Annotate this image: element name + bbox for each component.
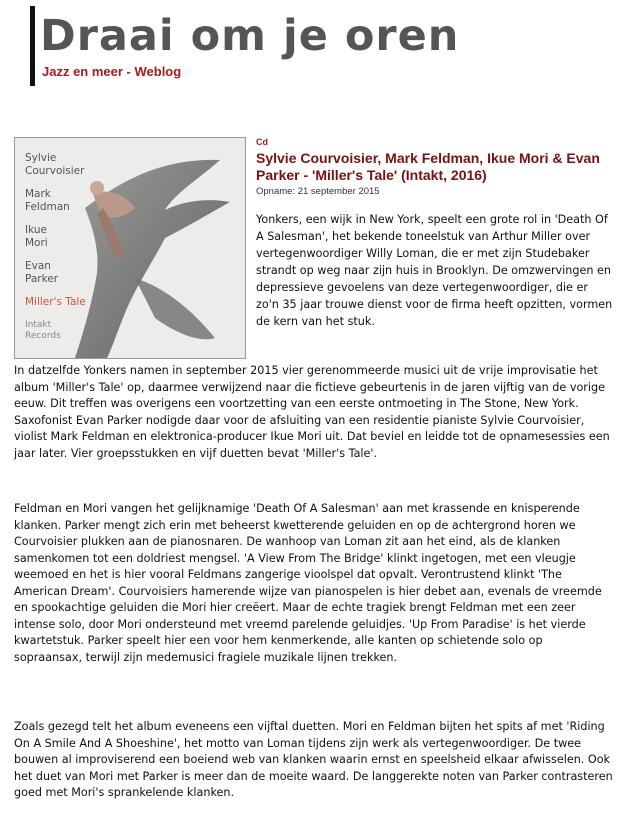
cover-name-line: Mori bbox=[25, 237, 48, 249]
post-meta bbox=[256, 137, 614, 197]
cover-album-title: Miller's Tale bbox=[25, 296, 86, 308]
post-category[interactable]: Cd bbox=[256, 137, 268, 147]
site-subtitle: Jazz en meer - Weblog bbox=[42, 64, 182, 79]
album-cover-image bbox=[14, 137, 246, 359]
recording-date: Opname: 21 september 2015 bbox=[256, 186, 380, 197]
cover-name-line: Ikue bbox=[25, 224, 47, 236]
cover-name-line: Courvoisier bbox=[25, 165, 85, 177]
post-headline[interactable]: Sylvie Courvoisier, Mark Feldman, Ikue Mori & Evan Parker - 'Miller's Tale' (Intakt, 2016) bbox=[256, 150, 600, 183]
site-title[interactable]: Draai om je oren bbox=[40, 11, 460, 61]
cover-name-line: Sylvie bbox=[25, 152, 57, 164]
article-paragraph: Zoals gezegd telt het album eveneens een vijftal duetten. Mori en Feldman bijten het spits af met 'Riding On A Smile And A Shoeshine', het motto van Loman tijdens zijn werk als vertegenwoordiger. De twee bouwen al improviserend een boeiend web van klanken waarin ernst en speelsheid elkaar afwisselen. Ook het duet van Mori met Parker is meer dan de moeite waard. De langgerekte noten van Parker contrasteren goed met Mori's sprankelende klanken. bbox=[14, 720, 613, 799]
cover-name-line: Evan bbox=[25, 260, 51, 272]
header-accent-bar bbox=[30, 6, 35, 86]
article-paragraph: Feldman en Mori vangen het gelijknamige 'Death Of A Salesman' aan met krassende en knisperende klanken. Parker mengt zich erin met beheerst kwetterende geluiden en op de achtergrond horen we Courvoisier plukken aan de pianosnaren. De wanhoop van Loman zit aan het eind, als de klanken samenkomen tot een doldriest mengsel. 'A View From The Bridge' klinkt ingetogen, met een vleugje weemoed en het is hier vooral Feldmans zangerige vioolspel dat opvalt. Verontrustend klinkt 'The American Dream'. Courvoisiers hamerende wijze van pianospelen is hier debet aan, evenals de vreemde en spookachtige geluiden die Mori hier creëert. Maar de echte tragiek brengt Feldman met een zeer intense solo, door Mori ondersteund met vreemd parelende geluidjes. 'Up From Paradise' is het vierde kwartetstuk. Parker speelt hier een voor hem kenmerkende, alle kanten op schietende solo op sopraansax, terwijl zijn medemusici fragiele muzikale lijnen trekken. bbox=[14, 502, 602, 664]
cover-label-line: Intakt bbox=[25, 320, 52, 330]
article-paragraph: Yonkers, een wijk in New York, speelt een grote rol in 'Death Of A Salesman', het bekende toneelstuk van Arthur Miller over vertegenwoordiger Willy Loman, die er met zijn Studebaker strandt op weg naar zijn huis in Brooklyn. De omzwervingen en depressieve gevoelens van deze vertegenwoordiger, die er zo'n 35 jaar trouwe dienst voor de firma heeft opzitten, vormen de kern van het stuk. bbox=[256, 213, 613, 328]
blog-header bbox=[0, 0, 622, 92]
cover-name-line: Feldman bbox=[25, 201, 70, 213]
cover-name-line: Mark bbox=[25, 188, 51, 200]
article-paragraph: In datzelfde Yonkers namen in september 2015 vier gerenommeerde musici uit de vrije improvisatie het album 'Miller's Tale' op, daarmee verwijzend naar die fictieve gebeurtenis in de jaren vijftig van de vorige eeuw. Dit treffen was overigens een voortzetting van een eerste ontmoeting in The Stone, New York. Saxofonist Evan Parker nodigde daar voor de afsluiting van een residentie pianiste Sylvie Courvoisier, violist Mark Feldman en elektronica-producer Ikue Mori uit. Dat beviel en leidde tot de opnamesessies een jaar later. Vier groepsstukken en vijf duetten bevat 'Miller's Tale'. bbox=[14, 364, 610, 460]
cover-name-line: Parker bbox=[25, 273, 59, 285]
cover-label-line: Records bbox=[25, 331, 61, 341]
